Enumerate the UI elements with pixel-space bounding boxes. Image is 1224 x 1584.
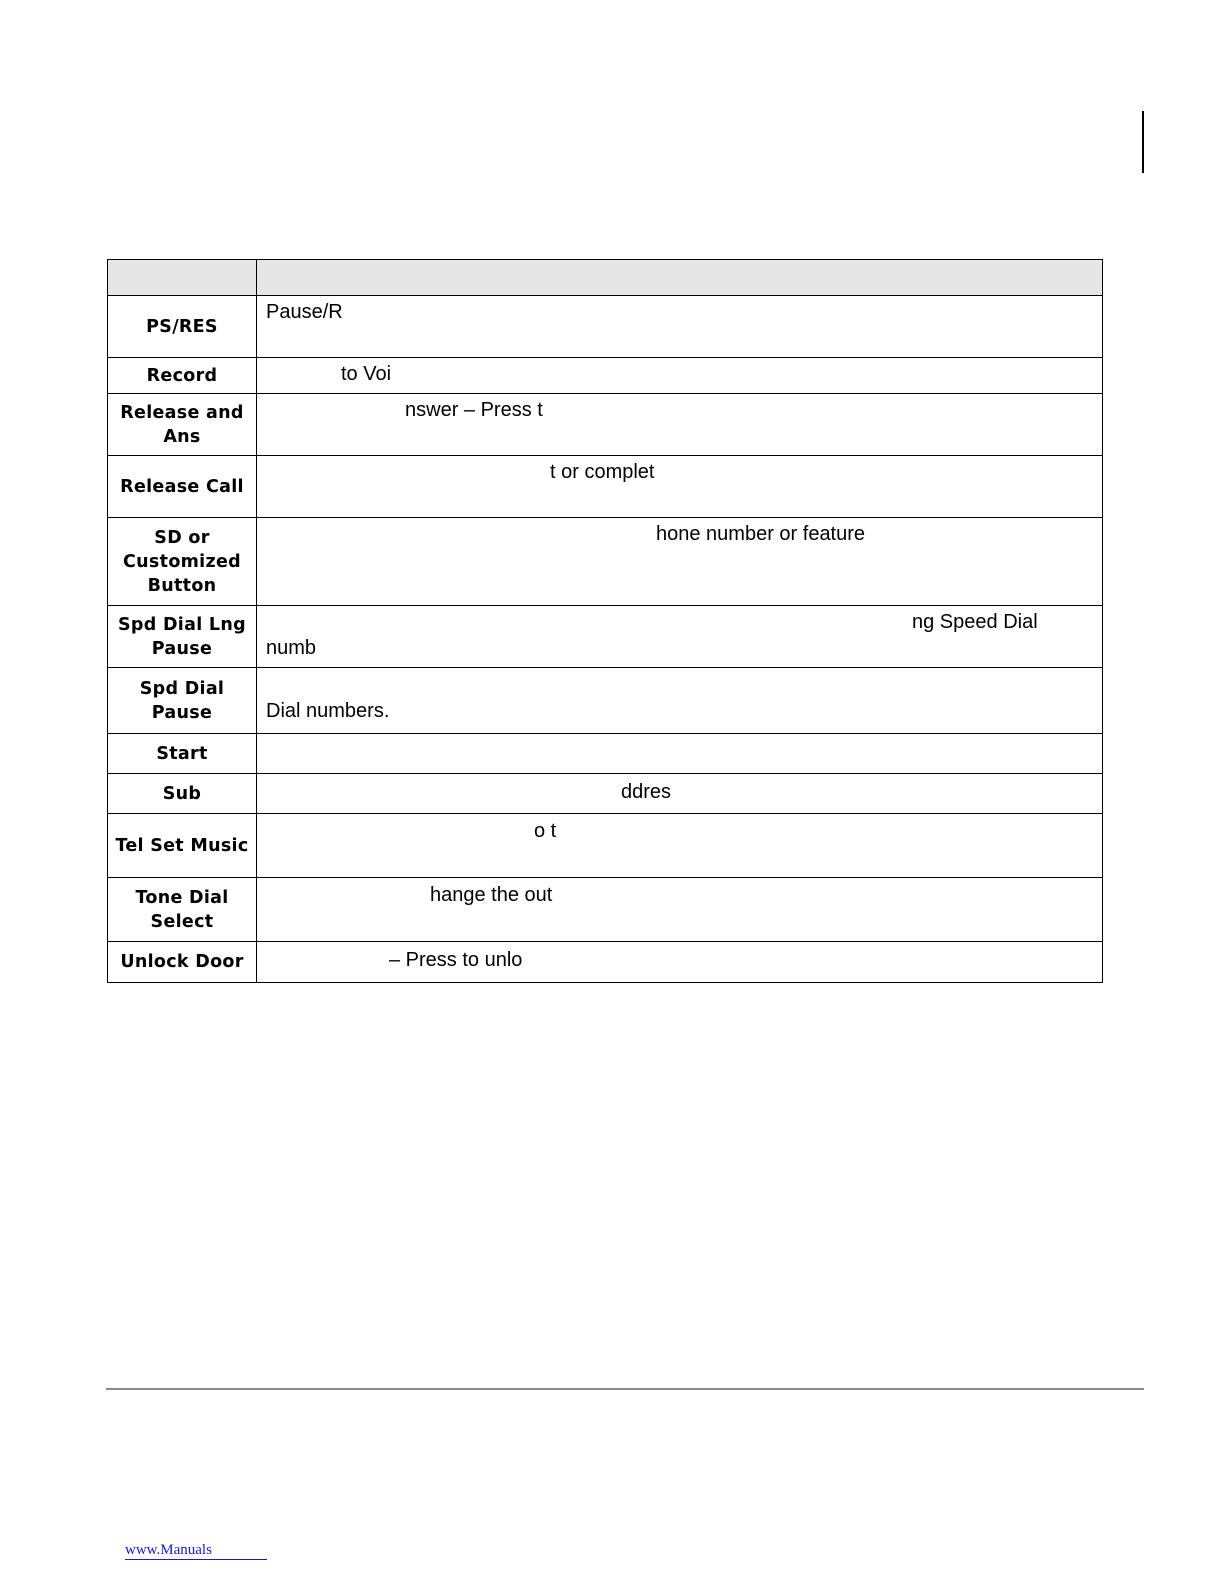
feature-name: Spd Dial Pause bbox=[108, 668, 257, 734]
table-row bbox=[108, 734, 1103, 774]
table-row bbox=[108, 774, 1103, 814]
description-text: t or complet bbox=[550, 461, 655, 483]
table-row bbox=[108, 878, 1103, 942]
description-text: o t bbox=[534, 820, 557, 842]
feature-description bbox=[257, 456, 1103, 518]
feature-name: Spd Dial Lng Pause bbox=[108, 606, 257, 668]
table-row bbox=[108, 668, 1103, 734]
feature-button-table bbox=[107, 259, 1103, 983]
feature-name: Sub bbox=[108, 774, 257, 814]
feature-description bbox=[257, 518, 1103, 606]
description-text: ng Speed Dial bbox=[912, 611, 1038, 633]
feature-description bbox=[257, 734, 1103, 774]
feature-description bbox=[257, 814, 1103, 878]
description-text: hange the out bbox=[430, 884, 553, 906]
feature-name: Tone Dial Select bbox=[108, 878, 257, 942]
feature-description bbox=[257, 358, 1103, 394]
link-underline bbox=[125, 1559, 267, 1560]
feature-name: PS/RES bbox=[108, 296, 257, 358]
description-text: nswer – Press t bbox=[405, 399, 543, 421]
description-text: ddres bbox=[621, 781, 672, 803]
description-text: Pause/R bbox=[266, 301, 343, 323]
feature-name: Release Call bbox=[108, 456, 257, 518]
feature-description bbox=[257, 394, 1103, 456]
footer-divider bbox=[106, 1388, 1144, 1390]
feature-description bbox=[257, 774, 1103, 814]
table-row bbox=[108, 518, 1103, 606]
feature-description bbox=[257, 878, 1103, 942]
table-row bbox=[108, 456, 1103, 518]
table-row bbox=[108, 394, 1103, 456]
feature-name: Tel Set Music bbox=[108, 814, 257, 878]
table-row bbox=[108, 296, 1103, 358]
feature-name: Release and Ans bbox=[108, 394, 257, 456]
description-text: to Voi bbox=[341, 363, 392, 385]
description-text: numb bbox=[266, 637, 317, 659]
table-row bbox=[108, 606, 1103, 668]
table-header-cell bbox=[108, 260, 257, 296]
table-row bbox=[108, 814, 1103, 878]
feature-description bbox=[257, 606, 1103, 668]
change-bar bbox=[1142, 111, 1144, 173]
description-text: – Press to unlo bbox=[389, 949, 523, 971]
description-text: hone number or feature bbox=[656, 523, 866, 545]
description-text: Dial numbers. bbox=[266, 700, 390, 722]
table-row bbox=[108, 358, 1103, 394]
table-header-cell bbox=[257, 260, 1103, 296]
manuals-link[interactable]: www.Manuals bbox=[125, 1542, 212, 1558]
feature-name: Record bbox=[108, 358, 257, 394]
feature-name: SD or Customized Button bbox=[108, 518, 257, 606]
feature-description bbox=[257, 942, 1103, 983]
feature-name: Unlock Door bbox=[108, 942, 257, 983]
table-header-row bbox=[108, 260, 1103, 296]
feature-description bbox=[257, 296, 1103, 358]
table-row bbox=[108, 942, 1103, 983]
feature-name: Start bbox=[108, 734, 257, 774]
feature-description bbox=[257, 668, 1103, 734]
